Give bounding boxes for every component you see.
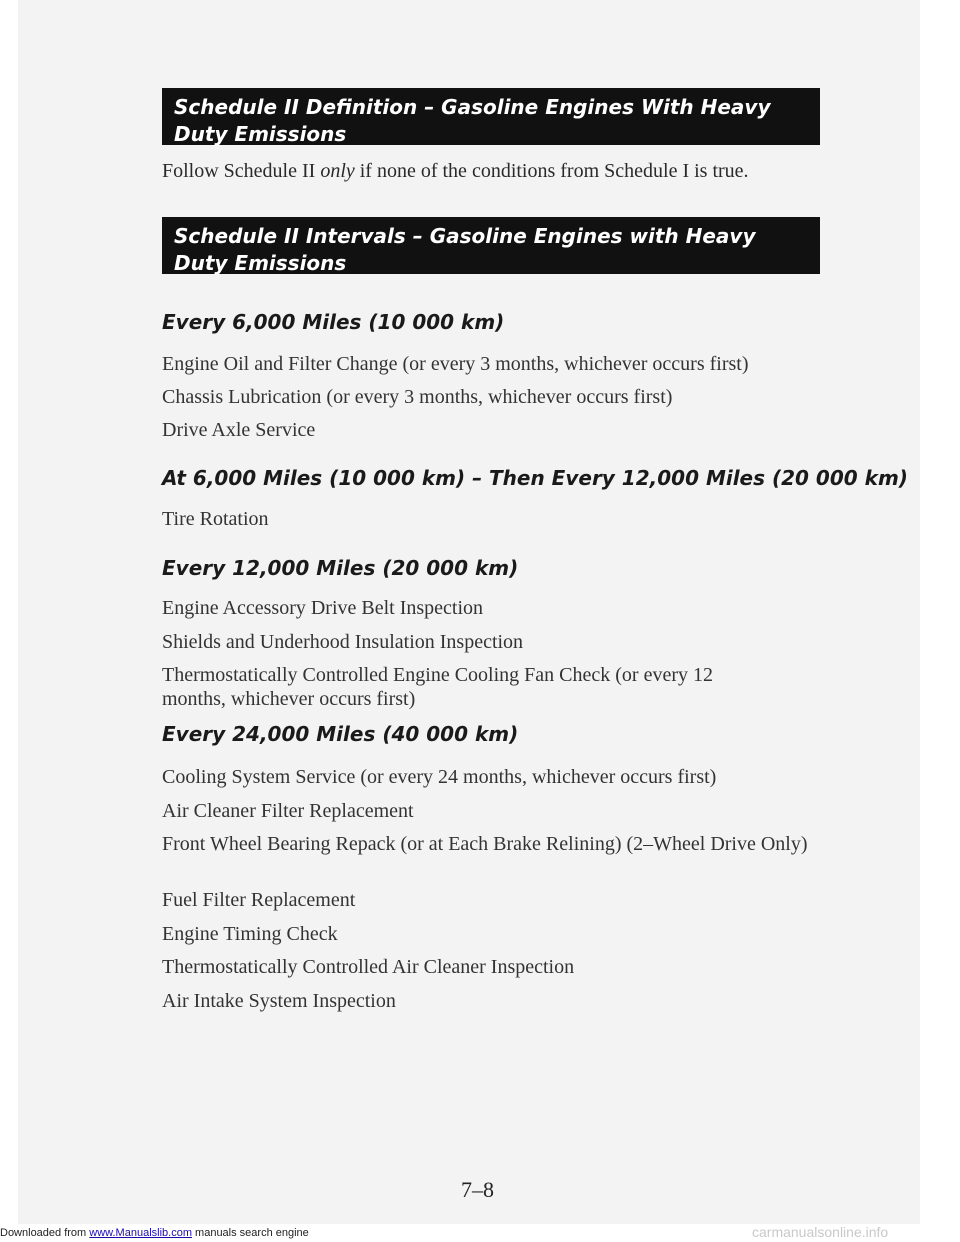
list-item: Shields and Underhood Insulation Inspection: [162, 631, 524, 653]
intro-paragraph: [162, 158, 749, 184]
list-item: Engine Timing Check: [162, 923, 338, 945]
section-heading-6000-then-12000: At 6,000 Miles (10 000 km) – Then Every 12,000 Miles (20 000 km): [162, 466, 908, 490]
list-item: Thermostatically Controlled Engine Cooling Fan Check (or every 12 months, whichever occurs first): [162, 664, 713, 710]
page-number: 7–8: [461, 1177, 494, 1202]
list-item: Front Wheel Bearing Repack (or at Each Brake Relining) (2–Wheel Drive Only): [162, 833, 808, 855]
list-item: Air Intake System Inspection: [162, 990, 396, 1012]
list-item: Fuel Filter Replacement: [162, 889, 356, 911]
list-item: Chassis Lubrication (or every 3 months, whichever occurs first): [162, 386, 673, 408]
footer-prefix: Downloaded from: [0, 1227, 90, 1239]
download-footer: [0, 1226, 309, 1240]
list-item: Tire Rotation: [162, 508, 269, 530]
section-heading-12000: Every 12,000 Miles (20 000 km): [162, 556, 519, 580]
list-item: Drive Axle Service: [162, 419, 316, 441]
list-item: Thermostatically Controlled Air Cleaner Inspection: [162, 956, 575, 978]
section-heading-6000: Every 6,000 Miles (10 000 km): [162, 310, 505, 334]
schedule-intervals-banner: Schedule II Intervals – Gasoline Engines with Heavy Duty Emissions: [162, 217, 820, 274]
list-item: Air Cleaner Filter Replacement: [162, 800, 414, 822]
intro-text-after: if none of the conditions from Schedule I is true.: [354, 160, 749, 182]
intro-emphasis: only: [320, 160, 355, 182]
list-item: Cooling System Service (or every 24 months, whichever occurs first): [162, 766, 717, 788]
watermark-text: carmanualsonline.info: [752, 1224, 889, 1240]
manualslib-link[interactable]: www.Manualslib.com: [89, 1227, 192, 1239]
schedule-definition-banner: Schedule II Definition – Gasoline Engines With Heavy Duty Emissions: [162, 88, 820, 145]
intro-text-before: Follow Schedule II: [162, 160, 321, 182]
list-item: Engine Oil and Filter Change (or every 3 months, whichever occurs first): [162, 353, 749, 375]
footer-suffix: manuals search engine: [191, 1227, 309, 1239]
section-heading-24000: Every 24,000 Miles (40 000 km): [162, 722, 519, 746]
list-item: Engine Accessory Drive Belt Inspection: [162, 597, 484, 619]
